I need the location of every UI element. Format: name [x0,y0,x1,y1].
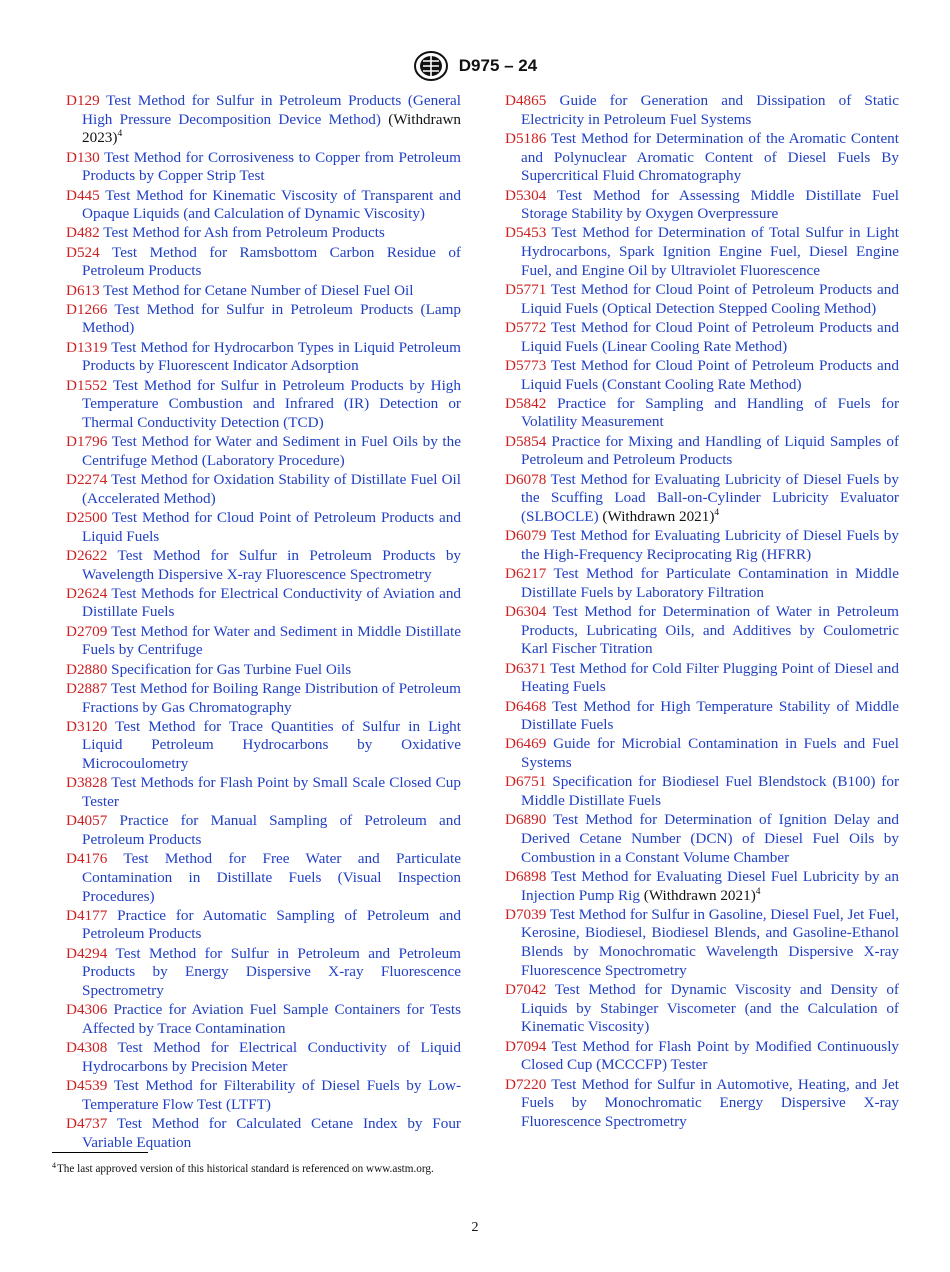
reference-title-link[interactable]: Practice for Manual Sampling of Petroleum and Petroleum Products [82,812,461,848]
reference-entry [505,603,899,659]
footnote-marker: 4 [52,1161,56,1170]
reference-code-link[interactable]: D6304 [505,602,547,620]
reference-entry [505,660,899,697]
reference-code-link[interactable]: D482 [66,224,100,242]
reference-title-link[interactable]: Test Method for Determination of Total Sulfur in Light Hydrocarbons, Spark Ignition Engine Fuel, Diesel Engine Fuel, and Engine Oil by Ultraviolet Fluorescence [521,224,899,279]
reference-code-link[interactable]: D2622 [66,546,108,564]
reference-entry [505,433,899,470]
reference-code-link[interactable]: D129 [66,92,100,109]
page-number: 2 [471,1220,479,1235]
reference-entry [505,1076,899,1132]
reference-code-link[interactable]: D3120 [66,717,108,735]
reference-entry [505,735,899,772]
reference-entry [505,471,899,527]
reference-entry [66,585,461,622]
reference-title-link[interactable]: Guide for Microbial Contamination in Fuels and Fuel Systems [521,735,900,772]
reference-title-link[interactable]: Test Method for Evaluating Lubricity of Diesel Fuels by the High-Frequency Reciprocating Rig (HFRR) [521,527,899,563]
reference-title-link[interactable]: Test Method for Flash Point by Modified Continuously Closed Cup (MCCCFP) Tester [521,1037,900,1074]
reference-title-link[interactable]: Test Method for Ash from Petroleum Products [103,224,385,242]
reference-code-link[interactable]: D2880 [66,660,108,678]
reference-title-link[interactable]: Test Method for Electrical Conductivity of Liquid Hydrocarbons by Precision Meter [82,1039,461,1075]
reference-entry [66,509,461,546]
reference-entry [66,1039,461,1076]
reference-code-link[interactable]: D445 [66,186,100,204]
reference-code-link[interactable]: D6469 [505,735,547,753]
reference-entry [66,433,461,470]
reference-code-link[interactable]: D5304 [505,186,547,204]
reference-entry [505,92,899,129]
reference-entry [66,1115,461,1152]
reference-entry [66,945,461,1001]
reference-entry [505,1038,899,1075]
reference-entry [505,698,899,735]
reference-entry [505,357,899,394]
reference-entry [505,773,899,810]
reference-code-link[interactable]: D4057 [66,812,108,830]
reference-code-link[interactable]: D1266 [66,300,108,318]
withdrawn-note: (Withdrawn 2023) [82,110,462,147]
reference-title-link[interactable]: Specification for Gas Turbine Fuel Oils [111,660,352,678]
footnote-reference: 4 [714,507,720,518]
reference-title-link[interactable]: Practice for Mixing and Handling of Liquid Samples of Petroleum and Petroleum Products [521,432,900,469]
reference-title-link[interactable]: Test Method for Cloud Point of Petroleum Products and Liquid Fuels (Linear Cooling Rate Method) [521,318,899,355]
reference-title-link[interactable]: Test Method for Dynamic Viscosity and Density of Liquids by Stabinger Viscometer (and the Calculation of Kinematic Viscosity) [521,981,899,1036]
reference-title-link[interactable]: Test Method for Ramsbottom Carbon Residue of Petroleum Products [82,243,461,280]
reference-entry [66,149,461,186]
reference-entry [505,187,899,224]
reference-code-link[interactable]: D1796 [66,433,108,451]
reference-code-link[interactable]: D5771 [505,281,547,299]
page-header [0,50,950,82]
reference-code-link[interactable]: D7094 [505,1037,547,1055]
reference-entry [505,527,899,564]
reference-code-link[interactable]: D130 [66,148,100,166]
reference-code-link[interactable]: D6468 [505,697,547,715]
reference-entry [66,623,461,660]
reference-title-link[interactable]: Test Method for Free Water and Particulate Contamination in Distillate Fuels (Visual Inspection Procedures) [82,850,461,905]
reference-entry [505,811,899,867]
reference-code-link[interactable]: D2709 [66,622,108,640]
reference-title-link[interactable]: Test Method for Water and Sediment in Fuel Oils by the Centrifuge Method (Laboratory Procedure) [82,433,461,469]
withdrawn-note: (Withdrawn 2021) [602,507,715,525]
reference-title-link[interactable]: Test Methods for Flash Point by Small Scale Closed Cup Tester [82,774,461,811]
reference-entry [66,547,461,584]
reference-title-link[interactable]: Test Method for Kinematic Viscosity of Transparent and Opaque Liquids (and Calculation of Dynamic Viscosity) [82,186,461,223]
reference-code-link[interactable]: D4865 [505,92,547,109]
reference-title-link[interactable]: Test Method for Oxidation Stability of Distillate Fuel Oil (Accelerated Method) [82,471,461,507]
withdrawn-note: (Withdrawn 2021) [643,886,756,904]
reference-entry [66,301,461,338]
reference-code-link[interactable]: D5773 [505,356,547,374]
reference-entry [66,339,461,376]
reference-entry [66,224,461,243]
reference-title-link[interactable]: Test Method for Filterability of Diesel Fuels by Low-Temperature Flow Test (LTFT) [82,1077,461,1113]
reference-title-link[interactable]: Test Method for Sulfur in Automotive, Heating, and Jet Fuels by Monochromatic Energy Dispersive X-ray Fluorescence Spectrometry [521,1075,899,1130]
reference-code-link[interactable]: D6898 [505,867,547,885]
reference-code-link[interactable]: D5842 [505,394,547,412]
reference-entry [66,1077,461,1114]
reference-title-link[interactable]: Test Method for Cold Filter Plugging Point of Diesel and Heating Fuels [521,659,899,696]
reference-title-link[interactable]: Test Method for Corrosiveness to Copper from Petroleum Products by Copper Strip Test [82,148,461,185]
reference-code-link[interactable]: D3828 [66,774,108,792]
reference-code-link[interactable]: D2500 [66,508,108,526]
reference-title-link[interactable]: Test Method for Trace Quantities of Sulfur in Light Liquid Petroleum Hydrocarbons by Oxidative Microcoulometry [82,717,461,773]
reference-code-link[interactable]: D6078 [505,470,547,488]
reference-title-link[interactable]: Test Method for Cloud Point of Petroleum Products and Liquid Fuels [82,508,461,545]
reference-code-link[interactable]: D524 [66,243,100,261]
reference-code-link[interactable]: D4177 [66,906,108,924]
reference-title-link[interactable]: Test Method for Evaluating Lubricity of Diesel Fuels by the Scuffing Load Ball-on-Cylinder Lubricity Evaluator (SLBOCLE) [521,470,899,525]
reference-title-link[interactable]: Test Method for Determination of the Aromatic Content and Polynuclear Aromatic Content of Diesel Fuels By Supercritical Fluid Chromatography [521,129,900,185]
footnote-text: The last approved version of this historical standard is referenced on www.astm.org. [56,1163,434,1175]
reference-entry [505,868,899,905]
reference-entry [66,187,461,224]
astm-logo-icon [413,50,449,82]
reference-code-link[interactable]: D1319 [66,338,108,356]
reference-entry [66,812,461,849]
reference-code-link[interactable]: D4294 [66,944,108,962]
reference-entry [66,850,461,906]
reference-title-link[interactable]: Test Method for Cloud Point of Petroleum Products and Liquid Fuels (Constant Cooling Rate Method) [521,356,899,393]
reference-code-link[interactable]: D5186 [505,129,547,147]
reference-code-link[interactable]: D4737 [66,1114,108,1132]
reference-title-link[interactable]: Test Method for High Temperature Stability of Middle Distillate Fuels [521,697,899,734]
reference-entry [505,906,899,981]
reference-title-link[interactable]: Practice for Automatic Sampling of Petroleum and Petroleum Products [82,906,461,943]
reference-entry [66,377,461,433]
reference-title-link[interactable]: Test Method for Water and Sediment in Middle Distillate Fuels by Centrifuge [82,622,461,659]
document-designation: D975 – 24 [458,56,538,75]
reference-entry [66,661,461,680]
references-left-column [66,92,461,1153]
reference-code-link[interactable]: D6079 [505,527,547,545]
reference-entry [505,565,899,602]
reference-entry [66,1001,461,1038]
reference-entry [66,244,461,281]
reference-entry [66,718,461,774]
references-right-column [505,92,899,1132]
reference-title-link[interactable]: Test Method for Evaluating Diesel Fuel Lubricity by an Injection Pump Rig [521,867,899,904]
reference-entry [505,319,899,356]
reference-code-link[interactable]: D2624 [66,584,108,602]
reference-code-link[interactable]: D6371 [505,659,547,677]
reference-code-link[interactable]: D5453 [505,224,547,242]
reference-title-link[interactable]: Test Method for Sulfur in Petroleum Products (Lamp Method) [82,300,461,337]
reference-title-link[interactable]: Test Method for Sulfur in Gasoline, Diesel Fuel, Jet Fuel, Kerosine, Biodiesel, Biodiesel Blends, and Gasoline-Ethanol Blends by Monochromatic Wavelength Dispersive X-ray Fluorescence Spectrometry [521,905,899,979]
reference-title-link[interactable]: Practice for Aviation Fuel Sample Containers for Tests Affected by Trace Contamination [82,1001,461,1037]
reference-code-link[interactable]: D5772 [505,318,547,336]
reference-title-link[interactable]: Test Method for Sulfur in Petroleum and Petroleum Products by Energy Dispersive X-ray Fluorescence Spectrometry [82,944,461,1000]
reference-code-link[interactable]: D4308 [66,1039,108,1057]
reference-title-link[interactable]: Test Methods for Electrical Conductivity of Aviation and Distillate Fuels [82,584,462,621]
reference-code-link[interactable]: D6890 [505,811,547,829]
reference-title-link[interactable]: Test Method for Boiling Range Distribution of Petroleum Fractions by Gas Chromatography [82,679,461,716]
reference-title-link[interactable]: Test Method for Assessing Middle Distillate Fuel Storage Stability by Oxygen Overpressure [521,186,899,223]
footnote-reference: 4 [755,886,761,897]
footnote [52,1162,462,1177]
reference-code-link[interactable]: D1552 [66,376,108,394]
reference-entry [505,395,899,432]
footnote-reference: 4 [117,129,123,140]
reference-code-link[interactable]: D5854 [505,432,547,450]
reference-title-link[interactable]: Practice for Sampling and Handling of Fuels for Volatility Measurement [521,394,900,431]
reference-entry [505,981,899,1037]
reference-entry [66,282,461,301]
reference-code-link[interactable]: D7220 [505,1075,547,1093]
reference-code-link[interactable]: D2274 [66,471,108,489]
reference-title-link[interactable]: Test Method for Sulfur in Petroleum Products (General High Pressure Decomposition Device Method) [82,92,461,128]
reference-code-link[interactable]: D6217 [505,565,547,583]
reference-title-link[interactable]: Test Method for Sulfur in Petroleum Products by High Temperature Combustion and Infrared (IR) Detection or Thermal Conductivity Detection (TCD) [82,376,461,431]
reference-entry [505,130,899,186]
reference-title-link[interactable]: Test Method for Cloud Point of Petroleum Products and Liquid Fuels (Optical Detection Stepped Cooling Method) [521,281,899,317]
reference-title-link[interactable]: Test Method for Hydrocarbon Types in Liquid Petroleum Products by Fluorescent Indicator Adsorption [82,338,462,375]
reference-title-link[interactable]: Test Method for Calculated Cetane Index by Four Variable Equation [82,1114,461,1151]
reference-title-link[interactable]: Test Method for Sulfur in Petroleum Products by Wavelength Dispersive X-ray Fluorescence Spectrometry [82,546,462,583]
reference-code-link[interactable]: D7042 [505,981,547,999]
reference-entry [66,92,461,148]
reference-entry [66,471,461,508]
reference-entry [66,907,461,944]
reference-title-link[interactable]: Test Method for Particulate Contamination in Middle Distillate Fuels by Laboratory Filtration [521,565,899,601]
reference-title-link[interactable]: Test Method for Determination of Water in Petroleum Products, Lubricating Oils, and Additives by Coulometric Karl Fischer Titration [521,602,899,658]
reference-code-link[interactable]: D4176 [66,850,108,868]
reference-code-link[interactable]: D4539 [66,1077,108,1095]
footnote-divider [52,1152,148,1153]
reference-title-link[interactable]: Specification for Biodiesel Fuel Blendstock (B100) for Middle Distillate Fuels [521,773,900,810]
reference-code-link[interactable]: D2887 [66,679,108,697]
reference-title-link[interactable]: Test Method for Cetane Number of Diesel Fuel Oil [103,281,414,299]
reference-code-link[interactable]: D4306 [66,1001,108,1019]
reference-code-link[interactable]: D613 [66,281,100,299]
reference-title-link[interactable]: Test Method for Determination of Ignition Delay and Derived Cetane Number (DCN) of Diesel Fuel Oils by Combustion in a Constant Volume Chamber [521,811,899,866]
reference-title-link[interactable]: Guide for Generation and Dissipation of Static Electricity in Petroleum Fuel Systems [521,92,900,128]
reference-code-link[interactable]: D6751 [505,773,547,791]
reference-entry [66,774,461,811]
reference-entry [505,224,899,280]
reference-entry [505,281,899,318]
reference-code-link[interactable]: D7039 [505,905,547,923]
reference-entry [66,680,461,717]
